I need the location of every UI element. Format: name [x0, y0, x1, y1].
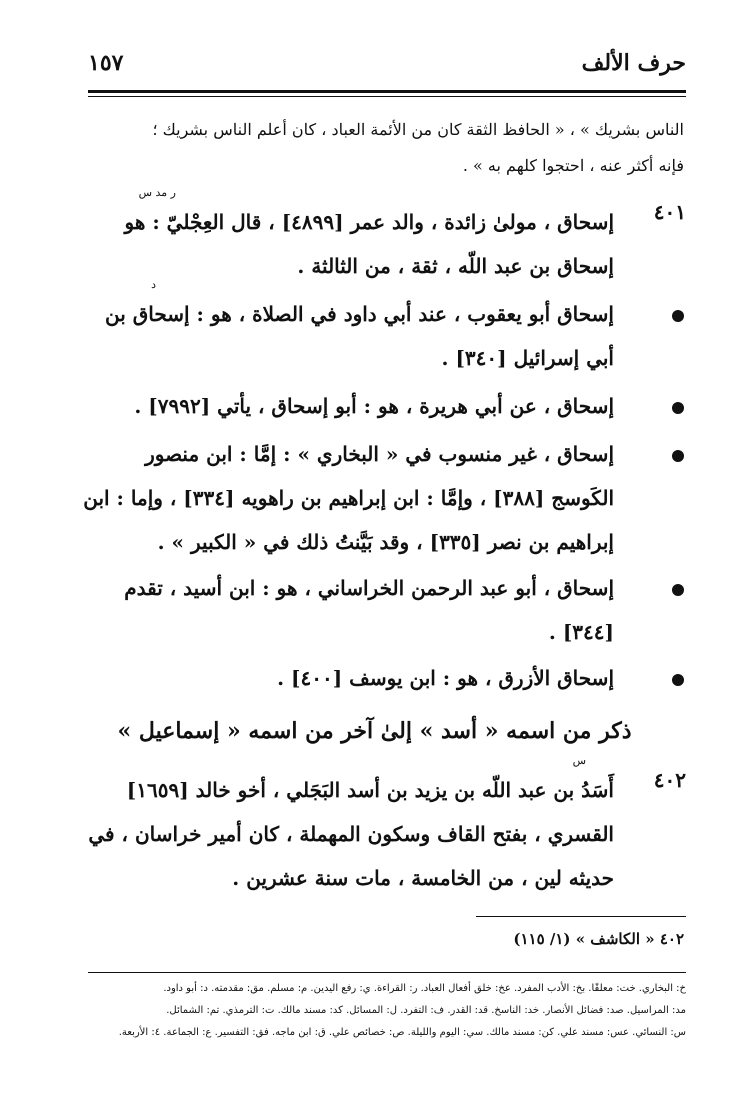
bullet-entry — [70, 278, 686, 382]
text-line: الكَوسج [٣٨٨] ، وإمَّا : ابن إبراهيم بن راهويه [٣٣٤] ، وإما : ابن — [83, 486, 614, 510]
entry-402 — [70, 754, 686, 902]
bullet-icon — [672, 310, 684, 322]
text-line: إسحاق أبو يعقوب ، عند أبي داود في الصلاة ، هو : إسحاق بن — [104, 302, 614, 326]
text-line: إسحاق ، غير منسوب في « البخاري » : إمَّا : ابن منصور — [145, 442, 614, 466]
bullet-icon — [672, 584, 684, 596]
bullet-entry — [70, 656, 686, 702]
text-line: حديثه لين ، من الخامسة ، مات سنة عشرين . — [232, 866, 614, 890]
text-line: إسحاق ، مولىٰ زائدة ، والد عمر [٤٨٩٩] ، قال العِجْليّ : هو — [124, 210, 614, 234]
abbreviation-line: خ: البخاري. خت: معلقًا. بخ: الأدب المفرد. عخ: خلق أفعال العباد. ر: القراءة. ي: رفع اليدين. م: مسلم. مق: مقدمته. د: أبو داود. — [163, 983, 686, 994]
text-line: أَسَدُ بن عبد اللّه بن يزيد بن أسد البَجَلي ، أخو خالد [١٦٥٩] — [126, 778, 614, 802]
footnote: ٤٠٢ « الكاشف » (١/ ١١٥) — [513, 930, 684, 948]
entry-text — [70, 200, 614, 288]
text-line: القسري ، بفتح القاف وسكون المهملة ، كان أمير خراسان ، في — [88, 822, 614, 846]
entry-text — [70, 292, 614, 380]
text-line: إسحاق ، أبو عبد الرحمن الخراساني ، هو : ابن أسيد ، تقدم — [124, 576, 614, 600]
entry-text — [70, 656, 614, 700]
abbreviation-line: س: النسائي. عس: مسند علي. كن: مسند مالك. سي: اليوم والليلة. ص: خصائص علي. ق: ابن ماجه. فق: التفسير. ع: الجماعة. ٤: الأربعة. — [118, 1027, 686, 1038]
section-heading: ذكر من اسمه « أسد » إلىٰ آخر من اسمه « إسماعيل » — [117, 718, 632, 744]
abbreviation-line: مد: المراسيل. صد: فضائل الأنصار. خد: الناسخ. قد: القدر. ف: التفرد. ل: المسائل. كد: مسند مالك. ت: الترمذي. تم: الشمائل. — [166, 1005, 686, 1016]
rumuz-symbols: س — [572, 754, 586, 767]
rumuz-symbols: ر مد س — [138, 186, 176, 199]
text-line: إسحاق بن عبد اللّه ، ثقة ، من الثالثة . — [297, 254, 614, 278]
rumuz-symbols: د — [151, 278, 156, 291]
footnote-rule — [476, 916, 686, 917]
bullet-icon — [672, 402, 684, 414]
header-rule-thin — [88, 96, 686, 97]
bullet-entry — [70, 566, 686, 656]
page-number: ١٥٧ — [88, 50, 124, 76]
entry-text — [70, 566, 614, 654]
intro-paragraph — [80, 112, 684, 184]
bullet-icon — [672, 674, 684, 686]
chapter-title: حرف الألف — [581, 50, 686, 76]
entry-401 — [70, 186, 686, 290]
text-line: فإنه أكثر عنه ، احتجوا كلهم به » . — [462, 156, 684, 175]
entry-text — [70, 432, 614, 564]
text-line: أبي إسرائيل [٣٤٠] . — [441, 346, 614, 370]
entry-number: ٤٠٢ — [653, 768, 686, 792]
header-rule-thick — [88, 90, 686, 93]
text-line: إبراهيم بن نصر [٣٣٥] ، وقد بَيَّنتُ ذلك في « الكبير » . — [157, 530, 614, 554]
entry-text — [70, 384, 614, 428]
abbreviations-rule — [88, 972, 686, 973]
text-line: إسحاق الأزرق ، هو : ابن يوسف [٤٠٠] . — [277, 666, 614, 690]
text-line: [٣٤٤] . — [548, 620, 614, 644]
entry-number: ٤٠١ — [653, 200, 686, 224]
abbreviations-key — [70, 978, 686, 1044]
text-line: الناس بشريك » ، « الحافظ الثقة كان من الأئمة العباد ، كان أعلم الناس بشريك ؛ — [152, 120, 684, 139]
text-line: إسحاق ، عن أبي هريرة ، هو : أبو إسحاق ، يأتي [٧٩٩٢] . — [134, 394, 614, 418]
page-header — [88, 50, 686, 86]
bullet-entry — [70, 432, 686, 566]
entry-text — [70, 768, 614, 900]
bullet-icon — [672, 450, 684, 462]
bullet-entry — [70, 384, 686, 430]
